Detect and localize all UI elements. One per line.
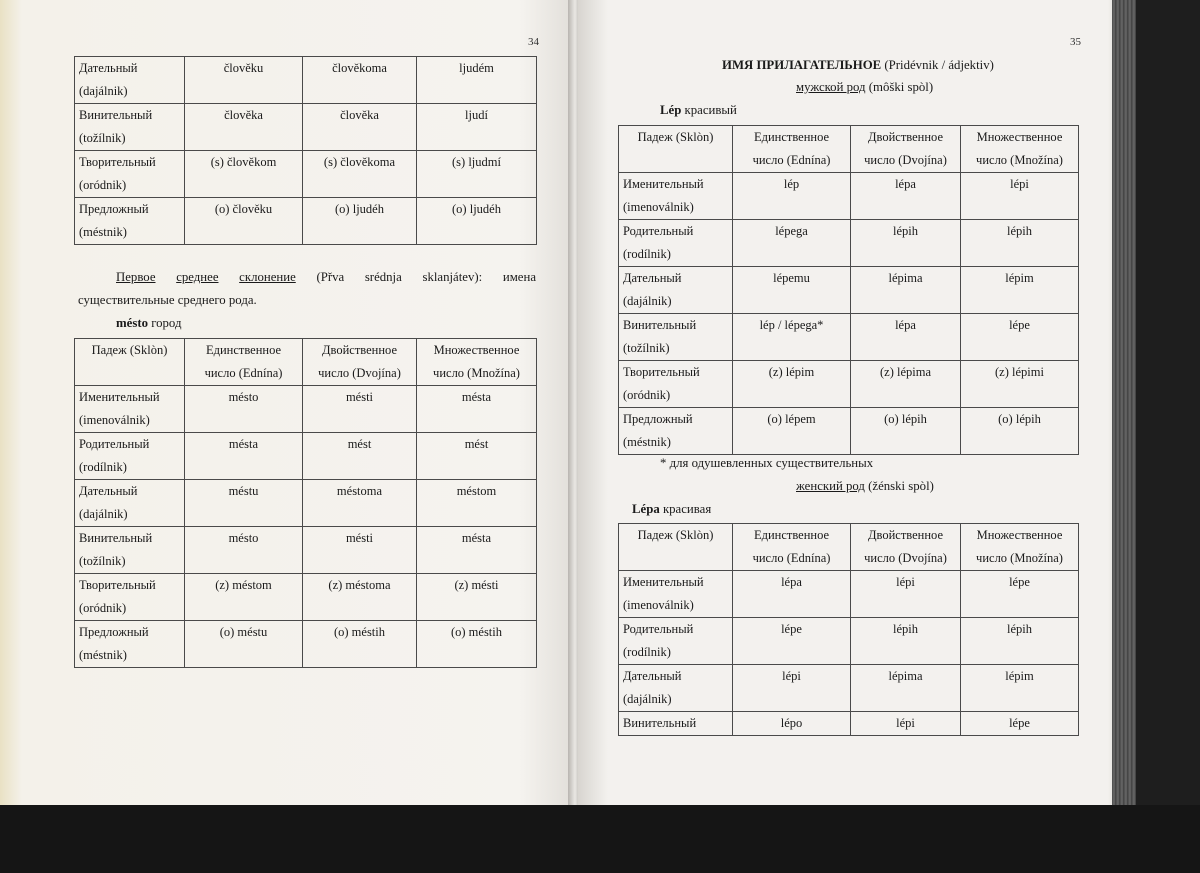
case-line: Винительный	[623, 318, 697, 332]
intro-word: srédnja	[364, 270, 402, 284]
case-cell	[619, 408, 733, 455]
section-title	[722, 58, 994, 73]
dual-cell: lépa	[851, 173, 961, 220]
singular-cell: mésta	[185, 433, 303, 480]
plural-cell: lépe	[961, 712, 1079, 736]
case-line: (rodílnik)	[623, 247, 671, 261]
column-header	[961, 126, 1079, 173]
plural-cell: lépi	[961, 173, 1079, 220]
table-row	[619, 220, 1079, 267]
scanner-background	[0, 805, 1200, 873]
singular-cell: (z) lépim	[733, 361, 851, 408]
plural-cell: lépe	[961, 571, 1079, 618]
right-page	[578, 0, 1114, 805]
case-line: Именительный	[623, 177, 704, 191]
case-line: (méstnik)	[79, 648, 127, 662]
word-heading	[116, 316, 181, 331]
header-line: Падеж (Sklòn)	[91, 343, 168, 357]
case-cell	[619, 173, 733, 220]
case-line: (méstnik)	[623, 435, 671, 449]
gender-label: мужской род	[796, 80, 866, 94]
dual-cell: mésti	[303, 527, 417, 574]
plural-cell: (o) ljudéh	[417, 198, 537, 245]
page-number: 35	[1070, 36, 1081, 48]
dual-cell: lépih	[851, 618, 961, 665]
header-line: Множественное	[433, 343, 520, 357]
case-line: (oródnik)	[79, 178, 127, 192]
case-cell	[75, 198, 185, 245]
singular-cell: lépega	[733, 220, 851, 267]
header-line: Единственное	[753, 130, 830, 144]
case-line: (dajálnik)	[623, 692, 672, 706]
header-line: Падеж (Sklòn)	[637, 528, 714, 542]
table-row	[619, 173, 1079, 220]
case-line: (oródnik)	[623, 388, 671, 402]
header-line: число (Dvojína)	[318, 366, 401, 380]
plural-cell: ljudí	[417, 104, 537, 151]
case-cell	[75, 386, 185, 433]
singular-cell: lép / lépega*	[733, 314, 851, 361]
case-line: (dajálnik)	[79, 84, 128, 98]
table-row	[75, 198, 537, 245]
header-line: число (Dvojína)	[864, 153, 947, 167]
headword: Lép	[660, 103, 682, 117]
page-number: 34	[528, 36, 539, 48]
gender-label-translation: (žénski spòl)	[868, 479, 934, 493]
case-cell	[75, 480, 185, 527]
plural-cell: (o) méstih	[417, 621, 537, 668]
case-line: (imenoválnik)	[623, 200, 694, 214]
singular-cell: mésto	[185, 386, 303, 433]
intro-word: (Přva	[316, 270, 345, 284]
section-title-bold: ИМЯ ПРИЛАГАТЕЛЬНОЕ	[722, 58, 882, 72]
case-cell	[75, 104, 185, 151]
plural-cell: mést	[417, 433, 537, 480]
singular-cell: méstu	[185, 480, 303, 527]
dual-cell: lépa	[851, 314, 961, 361]
plural-cell: mésta	[417, 527, 537, 574]
case-line: (rodílnik)	[623, 645, 671, 659]
dual-cell: méstoma	[303, 480, 417, 527]
dual-cell: (z) méstoma	[303, 574, 417, 621]
singular-cell: lépemu	[733, 267, 851, 314]
singular-cell: (o) méstu	[185, 621, 303, 668]
case-line: Именительный	[623, 575, 704, 589]
case-cell	[75, 433, 185, 480]
dual-cell: mésti	[303, 386, 417, 433]
case-line: Винительный	[79, 108, 153, 122]
case-cell	[75, 621, 185, 668]
gender-label: женский род	[796, 479, 865, 493]
column-header	[417, 339, 537, 386]
plural-cell: lépim	[961, 665, 1079, 712]
dual-cell: lépi	[851, 712, 961, 736]
singular-cell: (s) člověkom	[185, 151, 303, 198]
case-line: Дательный	[623, 669, 682, 683]
plural-cell: mésta	[417, 386, 537, 433]
case-line: (dajálnik)	[623, 294, 672, 308]
headword-translation: красивая	[662, 502, 712, 516]
plural-cell: (s) ljudmí	[417, 151, 537, 198]
case-cell	[619, 571, 733, 618]
dual-cell: (o) ljudéh	[303, 198, 417, 245]
header-line: Падеж (Sklòn)	[637, 130, 714, 144]
singular-cell: člověka	[185, 104, 303, 151]
table-row	[619, 665, 1079, 712]
case-cell	[75, 574, 185, 621]
header-line: Двойственное	[322, 343, 397, 357]
case-line: Винительный	[623, 716, 697, 730]
case-cell	[619, 665, 733, 712]
adjective-feminine-table	[618, 523, 1079, 736]
singular-cell: lépe	[733, 618, 851, 665]
case-line: (imenoválnik)	[623, 598, 694, 612]
table-row	[75, 621, 537, 668]
dual-cell: lépima	[851, 267, 961, 314]
headword-translation: город	[151, 316, 182, 330]
header-line: Единственное	[753, 528, 830, 542]
table-row	[619, 361, 1079, 408]
plural-cell: lépim	[961, 267, 1079, 314]
column-header	[733, 524, 851, 571]
intro-line-2: существительные среднего рода.	[78, 293, 257, 307]
case-line: Родительный	[623, 224, 694, 238]
case-line: Предложный	[623, 412, 693, 426]
case-cell	[619, 361, 733, 408]
case-line: (rodílnik)	[79, 460, 127, 474]
header-line: число (Ednína)	[752, 153, 831, 167]
singular-cell: (z) méstom	[185, 574, 303, 621]
title-word: среднее	[176, 270, 219, 284]
word-heading-feminine	[632, 502, 711, 517]
column-header	[961, 524, 1079, 571]
table-row	[75, 57, 537, 104]
case-line: (dajálnik)	[79, 507, 128, 521]
singular-cell: (o) lépem	[733, 408, 851, 455]
column-header	[733, 126, 851, 173]
table-row	[75, 480, 537, 527]
dual-cell: mést	[303, 433, 417, 480]
dual-cell: (s) člověkoma	[303, 151, 417, 198]
case-cell	[619, 267, 733, 314]
word-heading-masculine	[660, 103, 737, 118]
table-row	[75, 574, 537, 621]
table-row	[75, 151, 537, 198]
table-row	[619, 408, 1079, 455]
case-cell	[75, 57, 185, 104]
gender-heading-masculine	[796, 80, 933, 95]
case-line: (méstnik)	[79, 225, 127, 239]
headword-translation: красивый	[684, 103, 737, 117]
headword: Lépa	[632, 502, 660, 516]
case-line: Предложный	[79, 625, 149, 639]
singular-cell: mésto	[185, 527, 303, 574]
header-line: число (Dvojína)	[864, 551, 947, 565]
intro-word: sklanjátev):	[422, 270, 483, 284]
dual-cell: lépih	[851, 220, 961, 267]
header-line: число (Ednína)	[204, 366, 283, 380]
intro-line-1	[116, 270, 536, 285]
case-line: (tožílnik)	[623, 341, 670, 355]
case-cell	[75, 151, 185, 198]
column-header	[619, 524, 733, 571]
table-row	[619, 712, 1079, 736]
column-header	[185, 339, 303, 386]
page-edges	[1112, 0, 1136, 808]
case-cell	[619, 618, 733, 665]
singular-cell: lépi	[733, 665, 851, 712]
dual-cell: lépima	[851, 665, 961, 712]
footnote: * для одушевленных существительных	[660, 456, 874, 470]
case-line: (tožílnik)	[79, 554, 126, 568]
dual-cell: (z) lépima	[851, 361, 961, 408]
case-line: Творительный	[79, 155, 156, 169]
case-line: Дательный	[623, 271, 682, 285]
table-row	[75, 433, 537, 480]
table-row	[75, 386, 537, 433]
case-line: Винительный	[79, 531, 153, 545]
case-line: (imenoválnik)	[79, 413, 150, 427]
plural-cell: (o) lépih	[961, 408, 1079, 455]
table-row	[75, 104, 537, 151]
singular-cell: (o) člověku	[185, 198, 303, 245]
case-cell	[619, 220, 733, 267]
singular-cell: lép	[733, 173, 851, 220]
case-cell	[619, 712, 733, 736]
header-line: Единственное	[205, 343, 282, 357]
singular-cell: lépo	[733, 712, 851, 736]
case-line: Родительный	[79, 437, 150, 451]
header-line: Множественное	[976, 528, 1063, 542]
table-row	[619, 314, 1079, 361]
gender-heading-feminine	[796, 479, 934, 494]
case-cell	[619, 314, 733, 361]
dual-cell: lépi	[851, 571, 961, 618]
header-line: Двойственное	[868, 130, 943, 144]
table-row	[75, 527, 537, 574]
case-line: Дательный	[79, 61, 138, 75]
case-line: Творительный	[623, 365, 700, 379]
case-line: Дательный	[79, 484, 138, 498]
left-page	[0, 0, 572, 805]
case-line: (oródnik)	[79, 601, 127, 615]
table-header-row	[619, 524, 1079, 571]
plural-cell: (z) lépimi	[961, 361, 1079, 408]
column-header	[303, 339, 417, 386]
gender-label-translation: (môški spòl)	[868, 80, 934, 94]
header-line: Двойственное	[868, 528, 943, 542]
header-line: Множественное	[976, 130, 1063, 144]
dual-cell: člověka	[303, 104, 417, 151]
table-header-row	[75, 339, 537, 386]
plural-cell: lépih	[961, 618, 1079, 665]
adjective-masculine-table	[618, 125, 1079, 455]
plural-cell: méstom	[417, 480, 537, 527]
noun-declension-table-continued	[74, 56, 537, 245]
noun-declension-table	[74, 338, 537, 668]
case-cell	[75, 527, 185, 574]
column-header	[851, 126, 961, 173]
plural-cell: (z) mésti	[417, 574, 537, 621]
singular-cell: člověku	[185, 57, 303, 104]
case-line: Творительный	[79, 578, 156, 592]
dual-cell: (o) méstih	[303, 621, 417, 668]
case-line: (tožílnik)	[79, 131, 126, 145]
table-row	[619, 618, 1079, 665]
header-line: число (Ednína)	[752, 551, 831, 565]
header-line: число (Množína)	[433, 366, 520, 380]
plural-cell: lépe	[961, 314, 1079, 361]
column-header	[851, 524, 961, 571]
table-row	[619, 571, 1079, 618]
plural-cell: ljudém	[417, 57, 537, 104]
dual-cell: (o) lépih	[851, 408, 961, 455]
table-row	[619, 267, 1079, 314]
column-header	[619, 126, 733, 173]
case-line: Предложный	[79, 202, 149, 216]
case-line: Родительный	[623, 622, 694, 636]
singular-cell: lépa	[733, 571, 851, 618]
intro-word: имена	[502, 270, 536, 284]
dual-cell: člověkoma	[303, 57, 417, 104]
headword: mésto	[116, 316, 148, 330]
table-header-row	[619, 126, 1079, 173]
column-header	[75, 339, 185, 386]
plural-cell: lépih	[961, 220, 1079, 267]
case-line: Именительный	[79, 390, 160, 404]
header-line: число (Množína)	[976, 153, 1063, 167]
header-line: число (Množína)	[976, 551, 1063, 565]
title-word: Первое	[116, 270, 156, 284]
section-title-rest: (Pridévnik / ádjektiv)	[884, 58, 994, 72]
title-word: склонение	[239, 270, 296, 284]
